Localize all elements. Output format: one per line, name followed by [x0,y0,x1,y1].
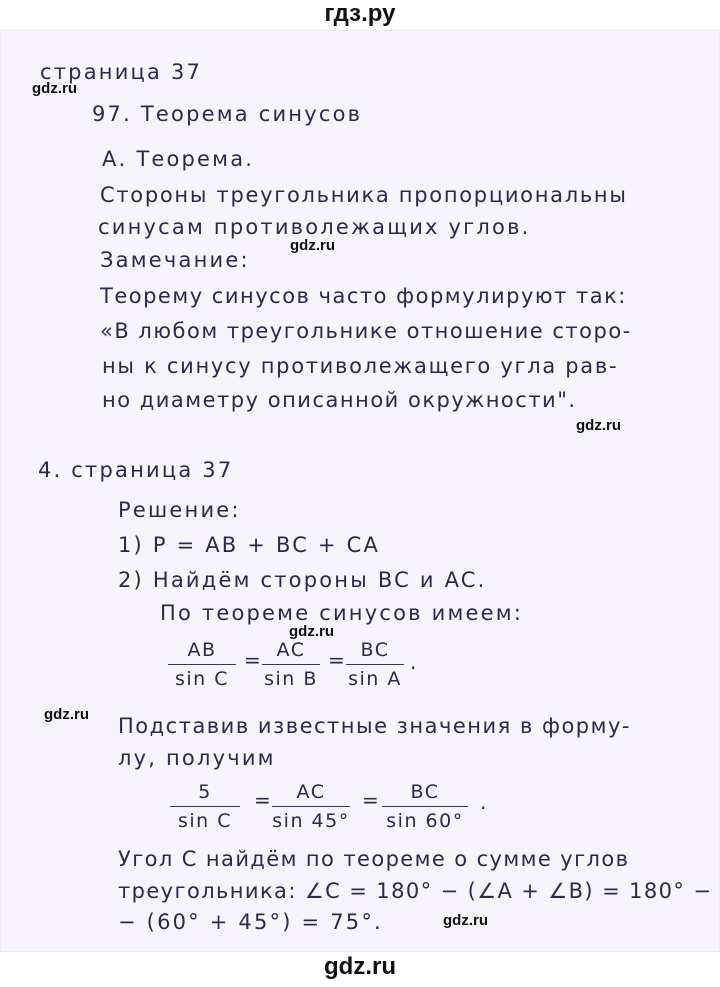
site-header[interactable]: гдз.ру [324,0,396,27]
subst-line-1: Подставив известные значения в форму- [118,714,631,738]
subst-line-2: лу, получим [118,746,276,770]
remark-line-2: «В любом треугольнике отношение сторо- [100,319,632,343]
fraction-bar [272,806,350,807]
denominator: sin C [177,810,233,832]
equals-sign: = [244,648,261,672]
page-label: страница 37 [40,60,203,84]
numerator: 5 [198,781,212,803]
denominator: sin A [348,668,402,690]
remark-line-4: но диаметру описанной окружности". [102,388,577,412]
fraction-bar [170,806,240,807]
angle-line-2: треугольника: ∠C = 180° − (∠A + ∠B) = 180° − [118,879,713,903]
equals-sign: = [328,648,345,672]
numerator: BC [410,781,440,803]
step-1: 1) P = AB + BC + CA [118,533,381,557]
equals-sign: = [362,788,379,812]
solution-label: Решение: [118,498,241,522]
watermark: gdz.ru [576,417,621,434]
angle-line-1: Угол С найдём по теореме о сумме углов [118,847,630,871]
denominator: sin C [174,668,230,690]
fraction-bar [346,664,404,665]
fraction-bc-sina [346,638,404,691]
denominator: sin B [264,668,318,690]
theorem-heading: А. Теорема. [102,147,255,171]
fraction-ac-sin45 [272,780,350,833]
watermark: gdz.ru [32,80,77,97]
period: . [480,790,487,814]
watermark: gdz.ru [289,623,334,640]
denominator: sin 45° [272,810,350,832]
watermark: gdz.ru [44,706,89,723]
denominator: sin 60° [386,810,464,832]
fraction-bc-sin60 [382,780,468,833]
numerator: AB [187,639,217,661]
remark-label: Замечание: [100,248,250,272]
remark-line-1: Теорему синусов часто формулируют так: [100,284,627,308]
numerator: AC [276,639,306,661]
step-2: 2) Найдём стороны BC и AC. [118,568,487,592]
fraction-ab-sinc [168,638,236,691]
fraction-5-sinc [170,780,240,833]
site-footer[interactable]: gdz.ru [324,953,396,980]
fraction-bar [168,664,236,665]
section-title: 97. Теорема синусов [92,102,363,126]
task-title: 4. страница 37 [38,458,234,482]
equals-sign: = [254,788,271,812]
notebook-page [0,30,720,952]
theorem-line-2: синусам противолежащих углов. [98,215,531,239]
watermark: gdz.ru [290,237,335,254]
fraction-bar [382,806,468,807]
numerator: BC [360,639,390,661]
watermark: gdz.ru [443,912,488,929]
fraction-bar [262,664,320,665]
angle-line-3: − (60° + 45°) = 75°. [118,910,383,934]
numerator: AC [296,781,326,803]
period: . [410,650,417,674]
theorem-line-1: Стороны треугольника пропорциональны [100,183,628,207]
fraction-ac-sinb [262,638,320,691]
remark-line-3: ны к синусу противолежащего угла рав- [102,354,619,378]
step-2-text: По теореме синусов имеем: [160,601,524,625]
